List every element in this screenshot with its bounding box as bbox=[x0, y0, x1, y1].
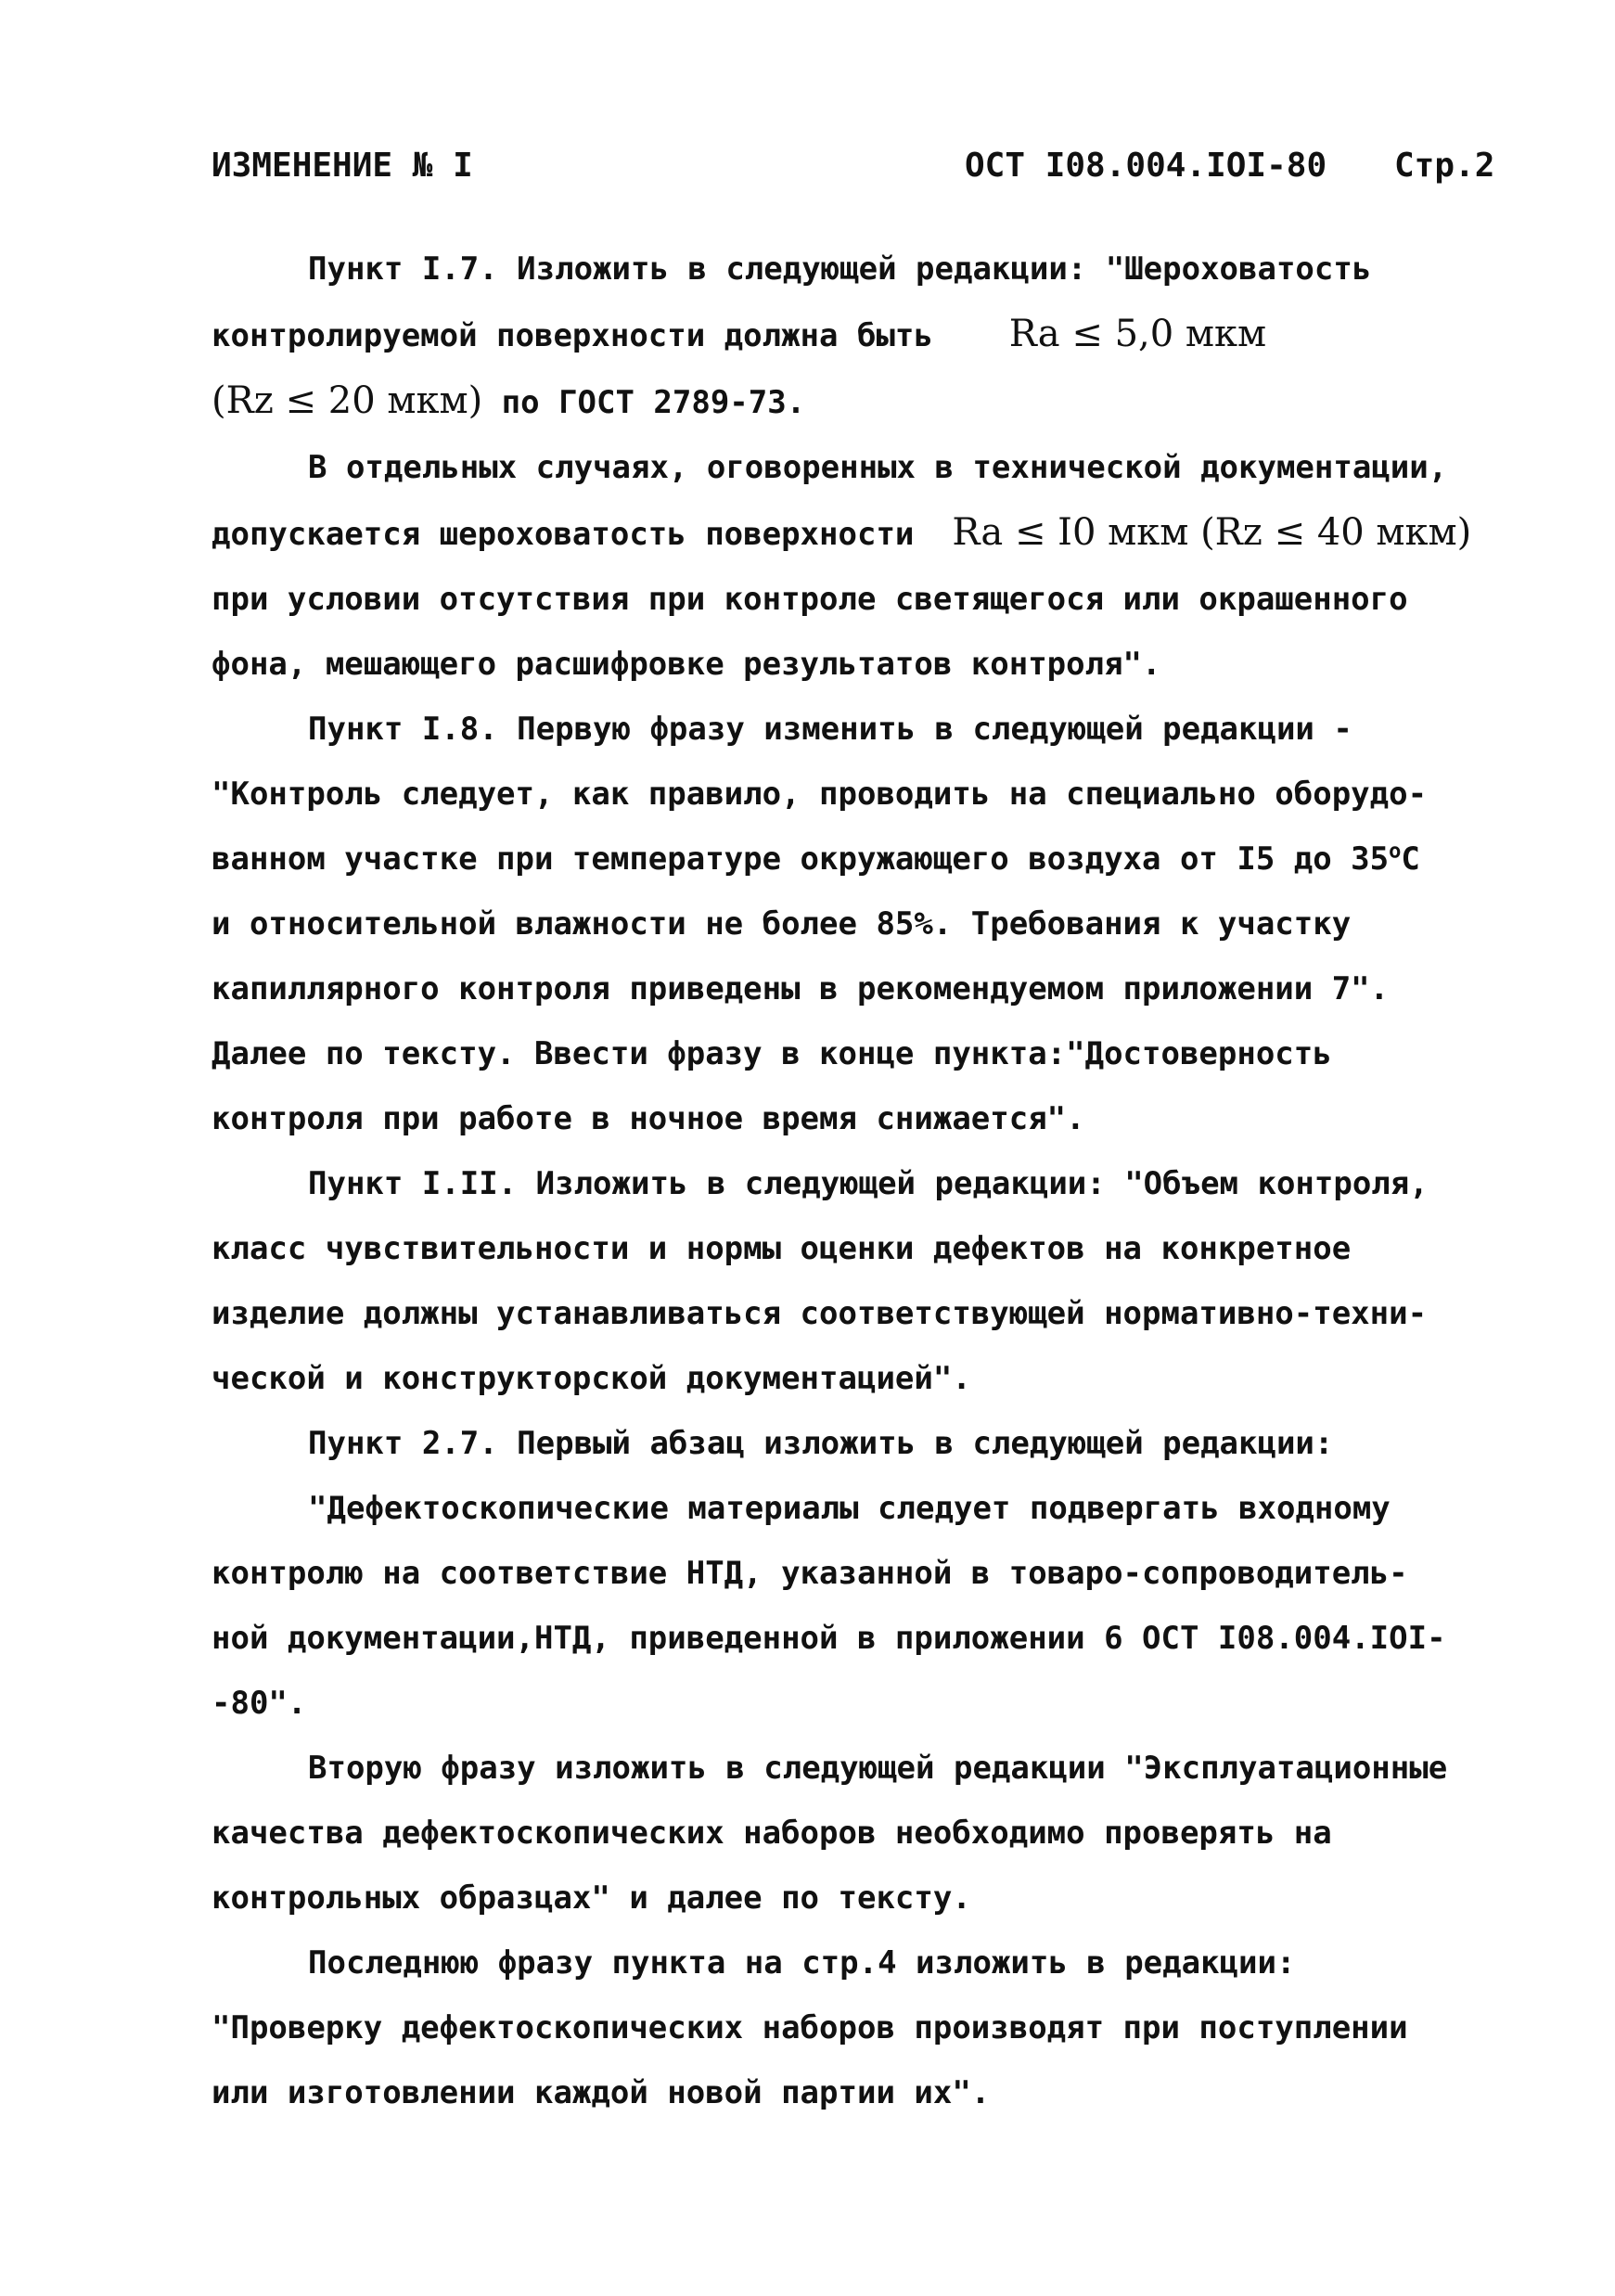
text-line: "Контроль следует, как правило, проводить на специально оборудо- bbox=[211, 776, 1428, 813]
text-line: ческой и конструкторской документацией". bbox=[211, 1360, 971, 1397]
page-header bbox=[211, 147, 1510, 202]
text-line: или изготовлении каждой новой партии их". bbox=[211, 2074, 991, 2111]
text-line: ной документации,НТД, приведенной в приложении 6 ОСТ I08.004.IOI- bbox=[211, 1620, 1446, 1657]
paragraph-p1-8 bbox=[211, 697, 1529, 1151]
text-line: Далее по тексту. Ввести фразу в конце пункта:"Достоверность bbox=[211, 1035, 1332, 1072]
text-line: фона, мешающего расшифровке результатов контроля". bbox=[211, 646, 1161, 683]
roughness-formula: Ra ≤ I0 мкм (Rz ≤ 40 мкм) bbox=[952, 511, 1472, 554]
text-line: контролю на соответствие НТД, указанной в товаро-сопроводитель- bbox=[211, 1555, 1408, 1592]
text-line: Пункт I.II. Изложить в следующей редакции: "Объем контроля, bbox=[308, 1165, 1429, 1202]
text-fragment: С bbox=[1401, 840, 1420, 878]
paragraph-p1-7-cases bbox=[211, 435, 1529, 697]
paragraph-p2-7 bbox=[211, 1411, 1529, 1736]
text-line: Пункт 2.7. Первый абзац изложить в следующей редакции: bbox=[308, 1425, 1334, 1462]
text-line bbox=[211, 301, 1529, 368]
text-line: и относительной влажности не более 85%. Требования к участку bbox=[211, 905, 1352, 943]
text-line: В отдельных случаях, оговоренных в технической документации, bbox=[308, 449, 1448, 486]
page-number: Стр.2 bbox=[1394, 147, 1495, 185]
paragraph-p2-7-last bbox=[211, 1930, 1529, 2125]
text-fragment: контролируемой поверхности должна быть bbox=[211, 317, 933, 354]
text-line: "Дефектоскопические материалы следует подвергать входному bbox=[308, 1490, 1391, 1527]
text-fragment: ванном участке при температуре окружающего воздуха от I5 до 35 bbox=[211, 840, 1390, 878]
paragraph-p2-7-second bbox=[211, 1736, 1529, 1930]
roughness-formula: Ra ≤ 5,0 мкм bbox=[1008, 313, 1267, 355]
text-line: Последнюю фразу пункта на стр.4 изложить в редакции: bbox=[308, 1944, 1296, 1982]
text-line: -80". bbox=[211, 1685, 307, 1722]
text-line: при условии отсутствия при контроле светящегося или окрашенного bbox=[211, 581, 1408, 618]
roughness-formula: (Rz ≤ 20 мкм) bbox=[211, 379, 483, 422]
text-fragment: допускается шероховатость поверхности bbox=[211, 516, 915, 553]
standard-number: ОСТ I08.004.IOI-80 bbox=[965, 147, 1327, 185]
text-line: изделие должны устанавливаться соответствующей нормативно-техни- bbox=[211, 1295, 1428, 1332]
text-line bbox=[211, 827, 1529, 891]
text-line: качества дефектоскопических наборов необходимо проверять на bbox=[211, 1815, 1332, 1852]
text-line: Пункт I.8. Первую фразу изменить в следующей редакции - bbox=[308, 711, 1352, 748]
document-body bbox=[211, 237, 1529, 2125]
text-line: контроля при работе в ночное время снижается". bbox=[211, 1100, 1085, 1137]
text-line: класс чувствительности и нормы оценки дефектов на конкретное bbox=[211, 1230, 1352, 1267]
text-line bbox=[211, 500, 1529, 567]
text-fragment: по ГОСТ 2789-73. bbox=[501, 384, 806, 421]
paragraph-p1-7 bbox=[211, 237, 1529, 435]
text-line: "Проверку дефектоскопических наборов производят при поступлении bbox=[211, 2009, 1408, 2046]
change-label: ИЗМЕНЕНИЕ № I bbox=[211, 147, 473, 185]
degree-sign: о bbox=[1389, 840, 1402, 864]
text-line: контрольных образцах" и далее по тексту. bbox=[211, 1879, 971, 1917]
paragraph-p1-11 bbox=[211, 1151, 1529, 1411]
text-line bbox=[211, 368, 1529, 435]
text-line: Вторую фразу изложить в следующей редакции "Эксплуатационные bbox=[308, 1750, 1448, 1787]
text-line: Пункт I.7. Изложить в следующей редакции: "Шероховатость bbox=[308, 250, 1372, 288]
text-line: капиллярного контроля приведены в рекомендуемом приложении 7". bbox=[211, 970, 1390, 1007]
